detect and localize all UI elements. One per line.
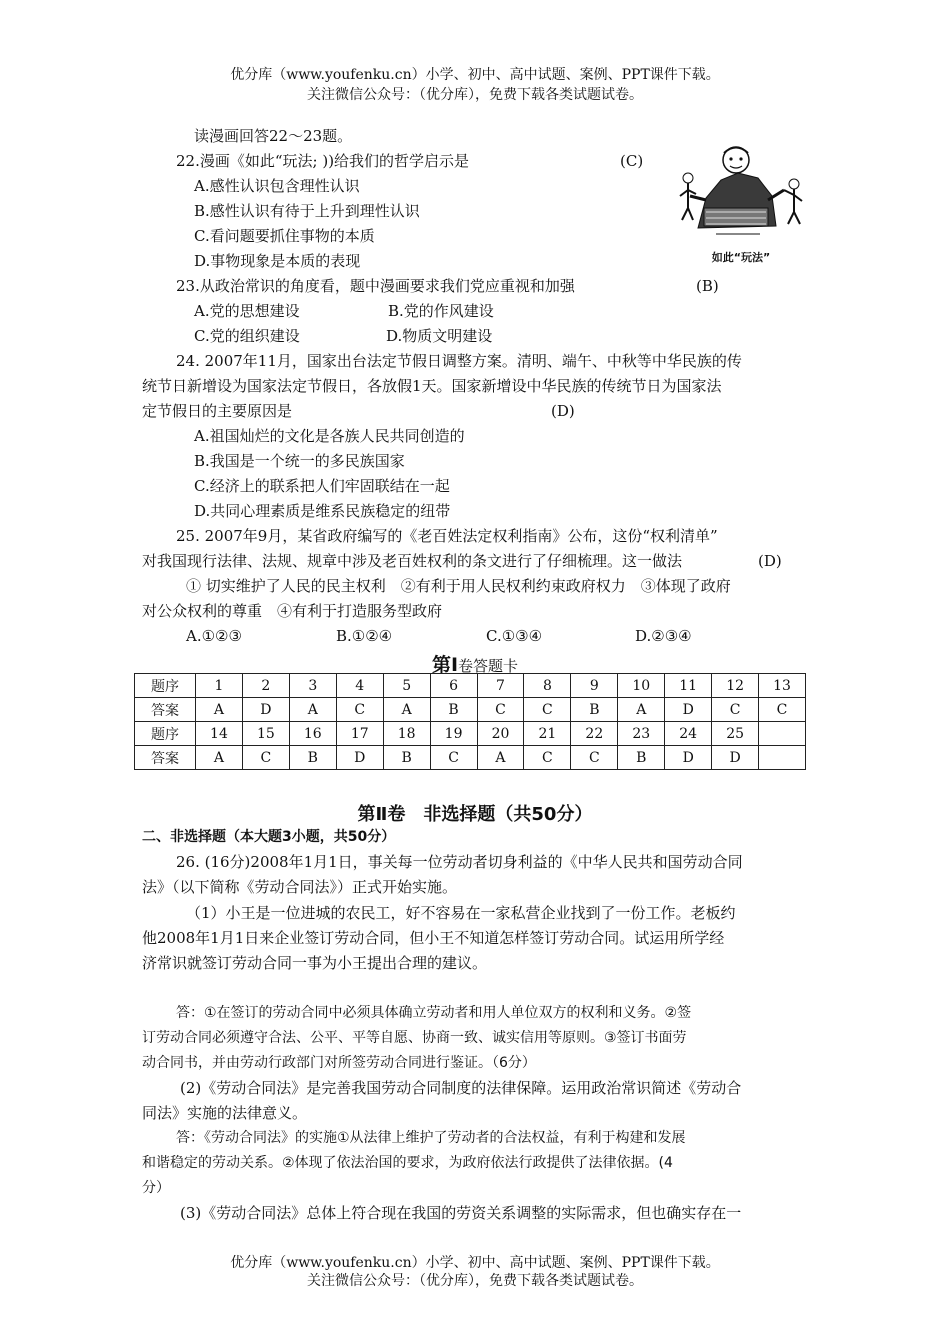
part2-title: 第Ⅱ卷 非选择题（共50分） — [357, 804, 593, 825]
answer-card-title-small: 卷答题卡 — [458, 657, 519, 675]
q23-option-a: A.党的思想建设 — [194, 302, 300, 320]
table-row — [135, 674, 806, 698]
q22-option-d: D.事物现象是本质的表现 — [194, 252, 361, 270]
q23-stem: 23.从政治常识的角度看，题中漫画要求我们党应重视和加强 — [176, 277, 575, 295]
table-cell: 8 — [524, 674, 571, 698]
table-cell: 7 — [477, 674, 524, 698]
table-cell: 4 — [336, 674, 383, 698]
table-cell: C — [242, 746, 289, 770]
q24-line-1: 24. 2007年11月，国家出台法定节假日调整方案。清明、端午、中秋等中华民族的传 — [176, 352, 742, 370]
q24-option-c: C.经济上的联系把人们牢固联结在一起 — [194, 477, 450, 495]
q26-part3-line-1: (3)《劳动合同法》总体上符合现在我国的劳资关系调整的实际需求，但也确实存在一 — [180, 1204, 742, 1222]
q26-line-2: 法》（以下简称《劳动合同法》）正式开始实施。 — [142, 878, 458, 896]
q24-option-d: D.共同心理素质是维系民族稳定的纽带 — [194, 502, 451, 520]
header-line-2: 关注微信公众号：（优分库），免费下载各类试题试卷。 — [307, 87, 643, 103]
table-cell: D — [336, 746, 383, 770]
q24-answer: (D) — [551, 402, 575, 420]
table-cell: 20 — [477, 722, 524, 746]
table-cell: 5 — [383, 674, 430, 698]
q26-answer1-line-3: 动合同书，并由劳动行政部门对所签劳动合同进行鉴证。（6分） — [142, 1055, 536, 1071]
table-cell: A — [196, 746, 243, 770]
q24-option-a: A.祖国灿烂的文化是各族人民共同创造的 — [194, 427, 465, 445]
table-cell: 答案 — [135, 746, 196, 770]
table-row — [135, 698, 806, 722]
q22-option-a: A.感性认识包含理性认识 — [194, 177, 360, 195]
footer-line-1: 优分库（www.youfenku.cn）小学、初中、高中试题、案例、PPT课件下载。 — [230, 1255, 720, 1271]
table-cell: 18 — [383, 722, 430, 746]
table-cell: 23 — [618, 722, 665, 746]
table-cell: 13 — [759, 674, 806, 698]
table-cell: 11 — [665, 674, 712, 698]
table-cell: 21 — [524, 722, 571, 746]
q26-answer2-line-1: 答：《劳动合同法》的实施①从法律上维护了劳动者的合法权益，有利于构建和发展 — [176, 1130, 686, 1146]
q26-part2-line-2: 同法》实施的法律意义。 — [142, 1104, 308, 1122]
table-cell: 14 — [196, 722, 243, 746]
q26-answer2-line-2: 和谐稳定的劳动关系。②体现了依法治国的要求，为政府依法行政提供了法律依据。(4 — [142, 1155, 673, 1171]
table-cell: D — [712, 746, 759, 770]
q26-part1-line-2: 他2008年1月1日来企业签订劳动合同，但小王不知道怎样签订劳动合同。试运用所学经 — [142, 929, 725, 947]
footer-line-2: 关注微信公众号：（优分库），免费下载各类试题试卷。 — [307, 1273, 643, 1289]
table-cell: A — [618, 698, 665, 722]
table-cell: B — [383, 746, 430, 770]
q26-answer2-line-3: 分） — [142, 1180, 170, 1196]
table-cell: 3 — [289, 674, 336, 698]
table-cell: B — [289, 746, 336, 770]
table-cell: C — [571, 746, 618, 770]
table-cell: 1 — [196, 674, 243, 698]
table-cell — [759, 746, 806, 770]
q26-answer1-line-1: 答：①在签订的劳动合同中必须具体确立劳动者和用人单位双方的权利和义务。②签 — [176, 1005, 692, 1021]
table-cell: C — [524, 698, 571, 722]
table-cell: 19 — [430, 722, 477, 746]
table-cell: A — [196, 698, 243, 722]
table-cell: 17 — [336, 722, 383, 746]
q25-option-a: A.①②③ — [186, 627, 242, 645]
part2-section-heading: 二、非选择题（本大题3小题，共50分） — [142, 829, 396, 845]
q22-stem: 22.漫画《如此“玩法; ))给我们的哲学启示是 — [176, 152, 470, 170]
table-cell — [759, 722, 806, 746]
q24-option-b: B.我国是一个统一的多民族国家 — [194, 452, 405, 470]
cartoon-caption: 如此“玩法” — [711, 251, 771, 264]
table-cell: 题序 — [135, 722, 196, 746]
table-cell: 2 — [242, 674, 289, 698]
table-cell: C — [336, 698, 383, 722]
q24-line-3: 定节假日的主要原因是 — [142, 402, 293, 420]
table-cell: D — [242, 698, 289, 722]
table-cell: 答案 — [135, 698, 196, 722]
table-cell: 题序 — [135, 674, 196, 698]
table-cell: D — [665, 746, 712, 770]
table-cell: A — [289, 698, 336, 722]
q26-part2-line-1: (2)《劳动合同法》是完善我国劳动合同制度的法律保障。运用政治常识简述《劳动合 — [180, 1079, 742, 1097]
table-cell: C — [477, 698, 524, 722]
q22-option-c: C.看问题要抓住事物的本质 — [194, 227, 375, 245]
table-cell: A — [477, 746, 524, 770]
q23-option-d: D.物质文明建设 — [386, 327, 493, 345]
q25-line-4: 对公众权利的尊重 ④有利于打造服务型政府 — [142, 602, 443, 620]
q25-option-b: B.①②④ — [336, 627, 393, 645]
q23-option-c: C.党的组织建设 — [194, 327, 300, 345]
table-cell: 16 — [289, 722, 336, 746]
table-cell: D — [665, 698, 712, 722]
answer-card-table — [134, 673, 806, 770]
table-row — [135, 722, 806, 746]
table-cell: B — [571, 698, 618, 722]
q26-part1-line-1: （1）小王是一位进城的农民工，好不容易在一家私营企业找到了一份工作。老板约 — [186, 904, 736, 922]
table-cell: C — [430, 746, 477, 770]
q25-line-3: ① 切实维护了人民的民主权利 ②有利于用人民权利约束政府权力 ③体现了政府 — [186, 577, 731, 595]
q23-option-b: B.党的作风建设 — [388, 302, 494, 320]
q26-answer1-line-2: 订劳动合同必须遵守合法、公平、平等自愿、协商一致、诚实信用等原则。③签订书面劳 — [142, 1030, 687, 1046]
q23-answer: (B) — [696, 277, 719, 295]
table-cell: 15 — [242, 722, 289, 746]
table-cell: 24 — [665, 722, 712, 746]
q25-option-c: C.①③④ — [486, 627, 543, 645]
table-cell: C — [712, 698, 759, 722]
cartoon-drawing — [676, 138, 806, 266]
table-cell: 22 — [571, 722, 618, 746]
q25-option-d: D.②③④ — [635, 627, 692, 645]
q26-part1-line-3: 济常识就签订劳动合同一事为小王提出合理的建议。 — [142, 954, 488, 972]
q25-answer: (D) — [758, 552, 782, 570]
table-cell: 9 — [571, 674, 618, 698]
header-line-1: 优分库（www.youfenku.cn）小学、初中、高中试题、案例、PPT课件下载。 — [230, 67, 720, 83]
table-cell: 25 — [712, 722, 759, 746]
table-cell: C — [524, 746, 571, 770]
table-cell: B — [430, 698, 477, 722]
q25-line-1: 25. 2007年9月，某省政府编写的《老百姓法定权利指南》公布，这份“权利清单” — [176, 527, 718, 545]
q26-line-1: 26. (16分)2008年1月1日，事关每一位劳动者切身利益的《中华人民共和国劳动合同 — [176, 853, 743, 871]
q22-option-b: B.感性认识有待于上升到理性认识 — [194, 202, 420, 220]
answer-card-title-big: 第Ⅰ — [431, 654, 459, 676]
table-cell: B — [618, 746, 665, 770]
q24-line-2: 统节日新增设为国家法定节假日，各放假1天。国家新增设中华民族的传统节日为国家法 — [142, 377, 722, 395]
q22-answer: (C) — [620, 152, 644, 170]
table-row — [135, 746, 806, 770]
table-cell: 12 — [712, 674, 759, 698]
table-cell: A — [383, 698, 430, 722]
table-cell: 6 — [430, 674, 477, 698]
table-cell: C — [759, 698, 806, 722]
intro-text: 读漫画回答22～23题。 — [194, 127, 353, 145]
q25-line-2: 对我国现行法律、法规、规章中涉及老百姓权利的条文进行了仔细梳理。这一做法 — [142, 552, 683, 570]
cartoon-illustration — [676, 138, 806, 266]
table-cell: 10 — [618, 674, 665, 698]
